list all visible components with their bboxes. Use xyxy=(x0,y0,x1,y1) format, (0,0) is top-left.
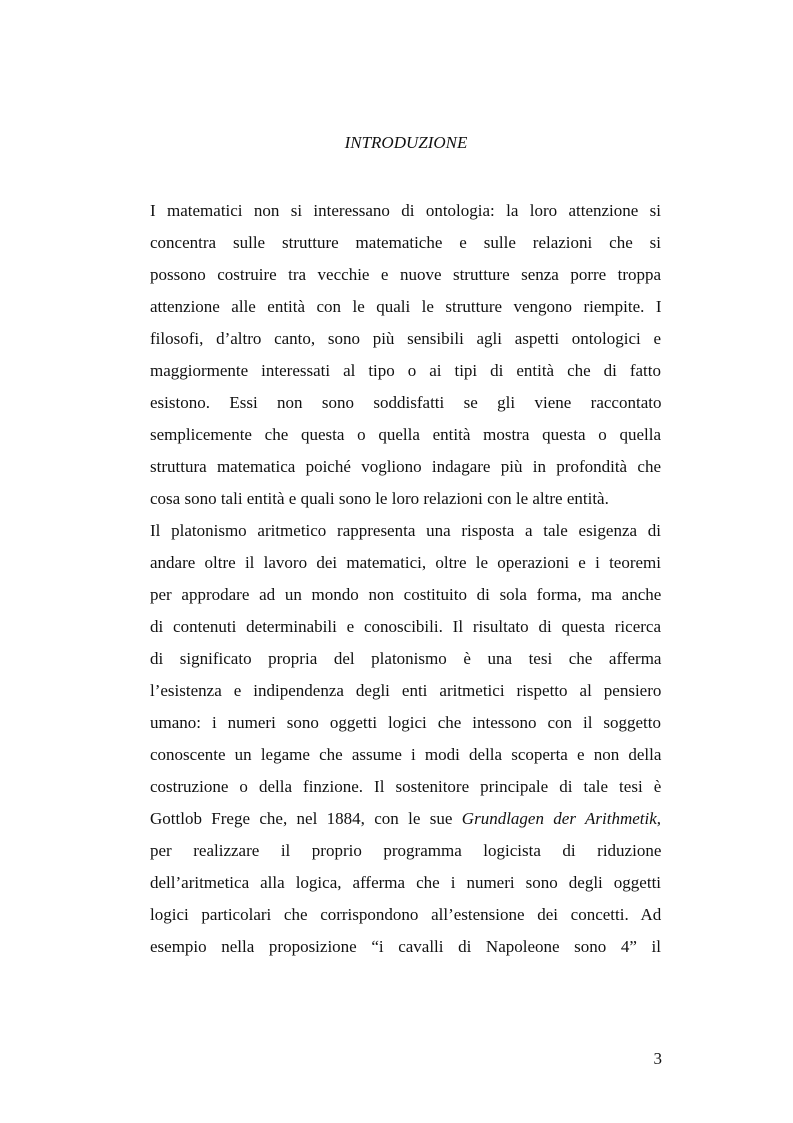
text-line-with-title xyxy=(150,803,661,835)
paragraph-1 xyxy=(150,195,661,515)
text-line: cosa sono tali entità e quali sono le loro relazioni con le altre entità. xyxy=(150,489,609,508)
text-line: filosofi, d’altro canto, sono più sensibili agli aspetti ontologici e xyxy=(150,329,661,348)
text-line: I matematici non si interessano di ontologia: la loro attenzione si xyxy=(150,201,661,220)
text-line: logici particolari che corrispondono all’estensione dei concetti. Ad xyxy=(150,905,662,924)
paragraph-2 xyxy=(150,515,661,963)
text-line: esistono. Essi non sono soddisfatti se gli viene raccontato xyxy=(150,393,662,412)
text-line: andare oltre il lavoro dei matematici, oltre le operazioni e i teoremi xyxy=(150,553,661,572)
text-line: concentra sulle strutture matematiche e sulle relazioni che si xyxy=(150,233,661,252)
text-segment: , xyxy=(656,809,662,828)
text-line: possono costruire tra vecchie e nuove strutture senza porre troppa xyxy=(150,265,662,284)
book-title: Grundlagen der Arithmetik xyxy=(461,809,657,828)
text-line: di significato propria del platonismo è una tesi che afferma xyxy=(150,649,662,668)
text-line: esempio nella proposizione “i cavalli di Napoleone sono 4” il xyxy=(150,937,661,956)
text-line: dell’aritmetica alla logica, afferma che i numeri sono degli oggetti xyxy=(150,873,662,892)
text-line: l’esistenza e indipendenza degli enti aritmetici rispetto al pensiero xyxy=(150,681,662,700)
text-line: di contenuti determinabili e conoscibili. Il risultato di questa ricerca xyxy=(150,617,661,636)
text-line: conoscente un legame che assume i modi della scoperta e non della xyxy=(150,745,662,764)
text-line: per realizzare il proprio programma logicista di riduzione xyxy=(150,841,662,860)
text-line: maggiormente interessati al tipo o ai tipi di entità che di fatto xyxy=(150,361,661,380)
body-text xyxy=(150,195,661,963)
text-line: per approdare ad un mondo non costituito di sola forma, ma anche xyxy=(150,585,662,604)
text-line: costruzione o della finzione. Il sostenitore principale di tale tesi è xyxy=(150,777,662,796)
text-line: Il platonismo aritmetico rappresenta una risposta a tale esigenza di xyxy=(150,521,661,540)
page-title: INTRODUZIONE xyxy=(344,133,468,152)
page-number: 3 xyxy=(653,1049,662,1068)
text-line: attenzione alle entità con le quali le strutture vengono riempite. I xyxy=(150,297,662,316)
text-line: struttura matematica poiché vogliono indagare più in profondità che xyxy=(150,457,661,476)
text-segment: Gottlob Frege che, nel 1884, con le sue xyxy=(150,809,462,828)
text-line: semplicemente che questa o quella entità mostra questa o quella xyxy=(150,425,661,444)
text-line: umano: i numeri sono oggetti logici che intessono con il soggetto xyxy=(150,713,661,732)
